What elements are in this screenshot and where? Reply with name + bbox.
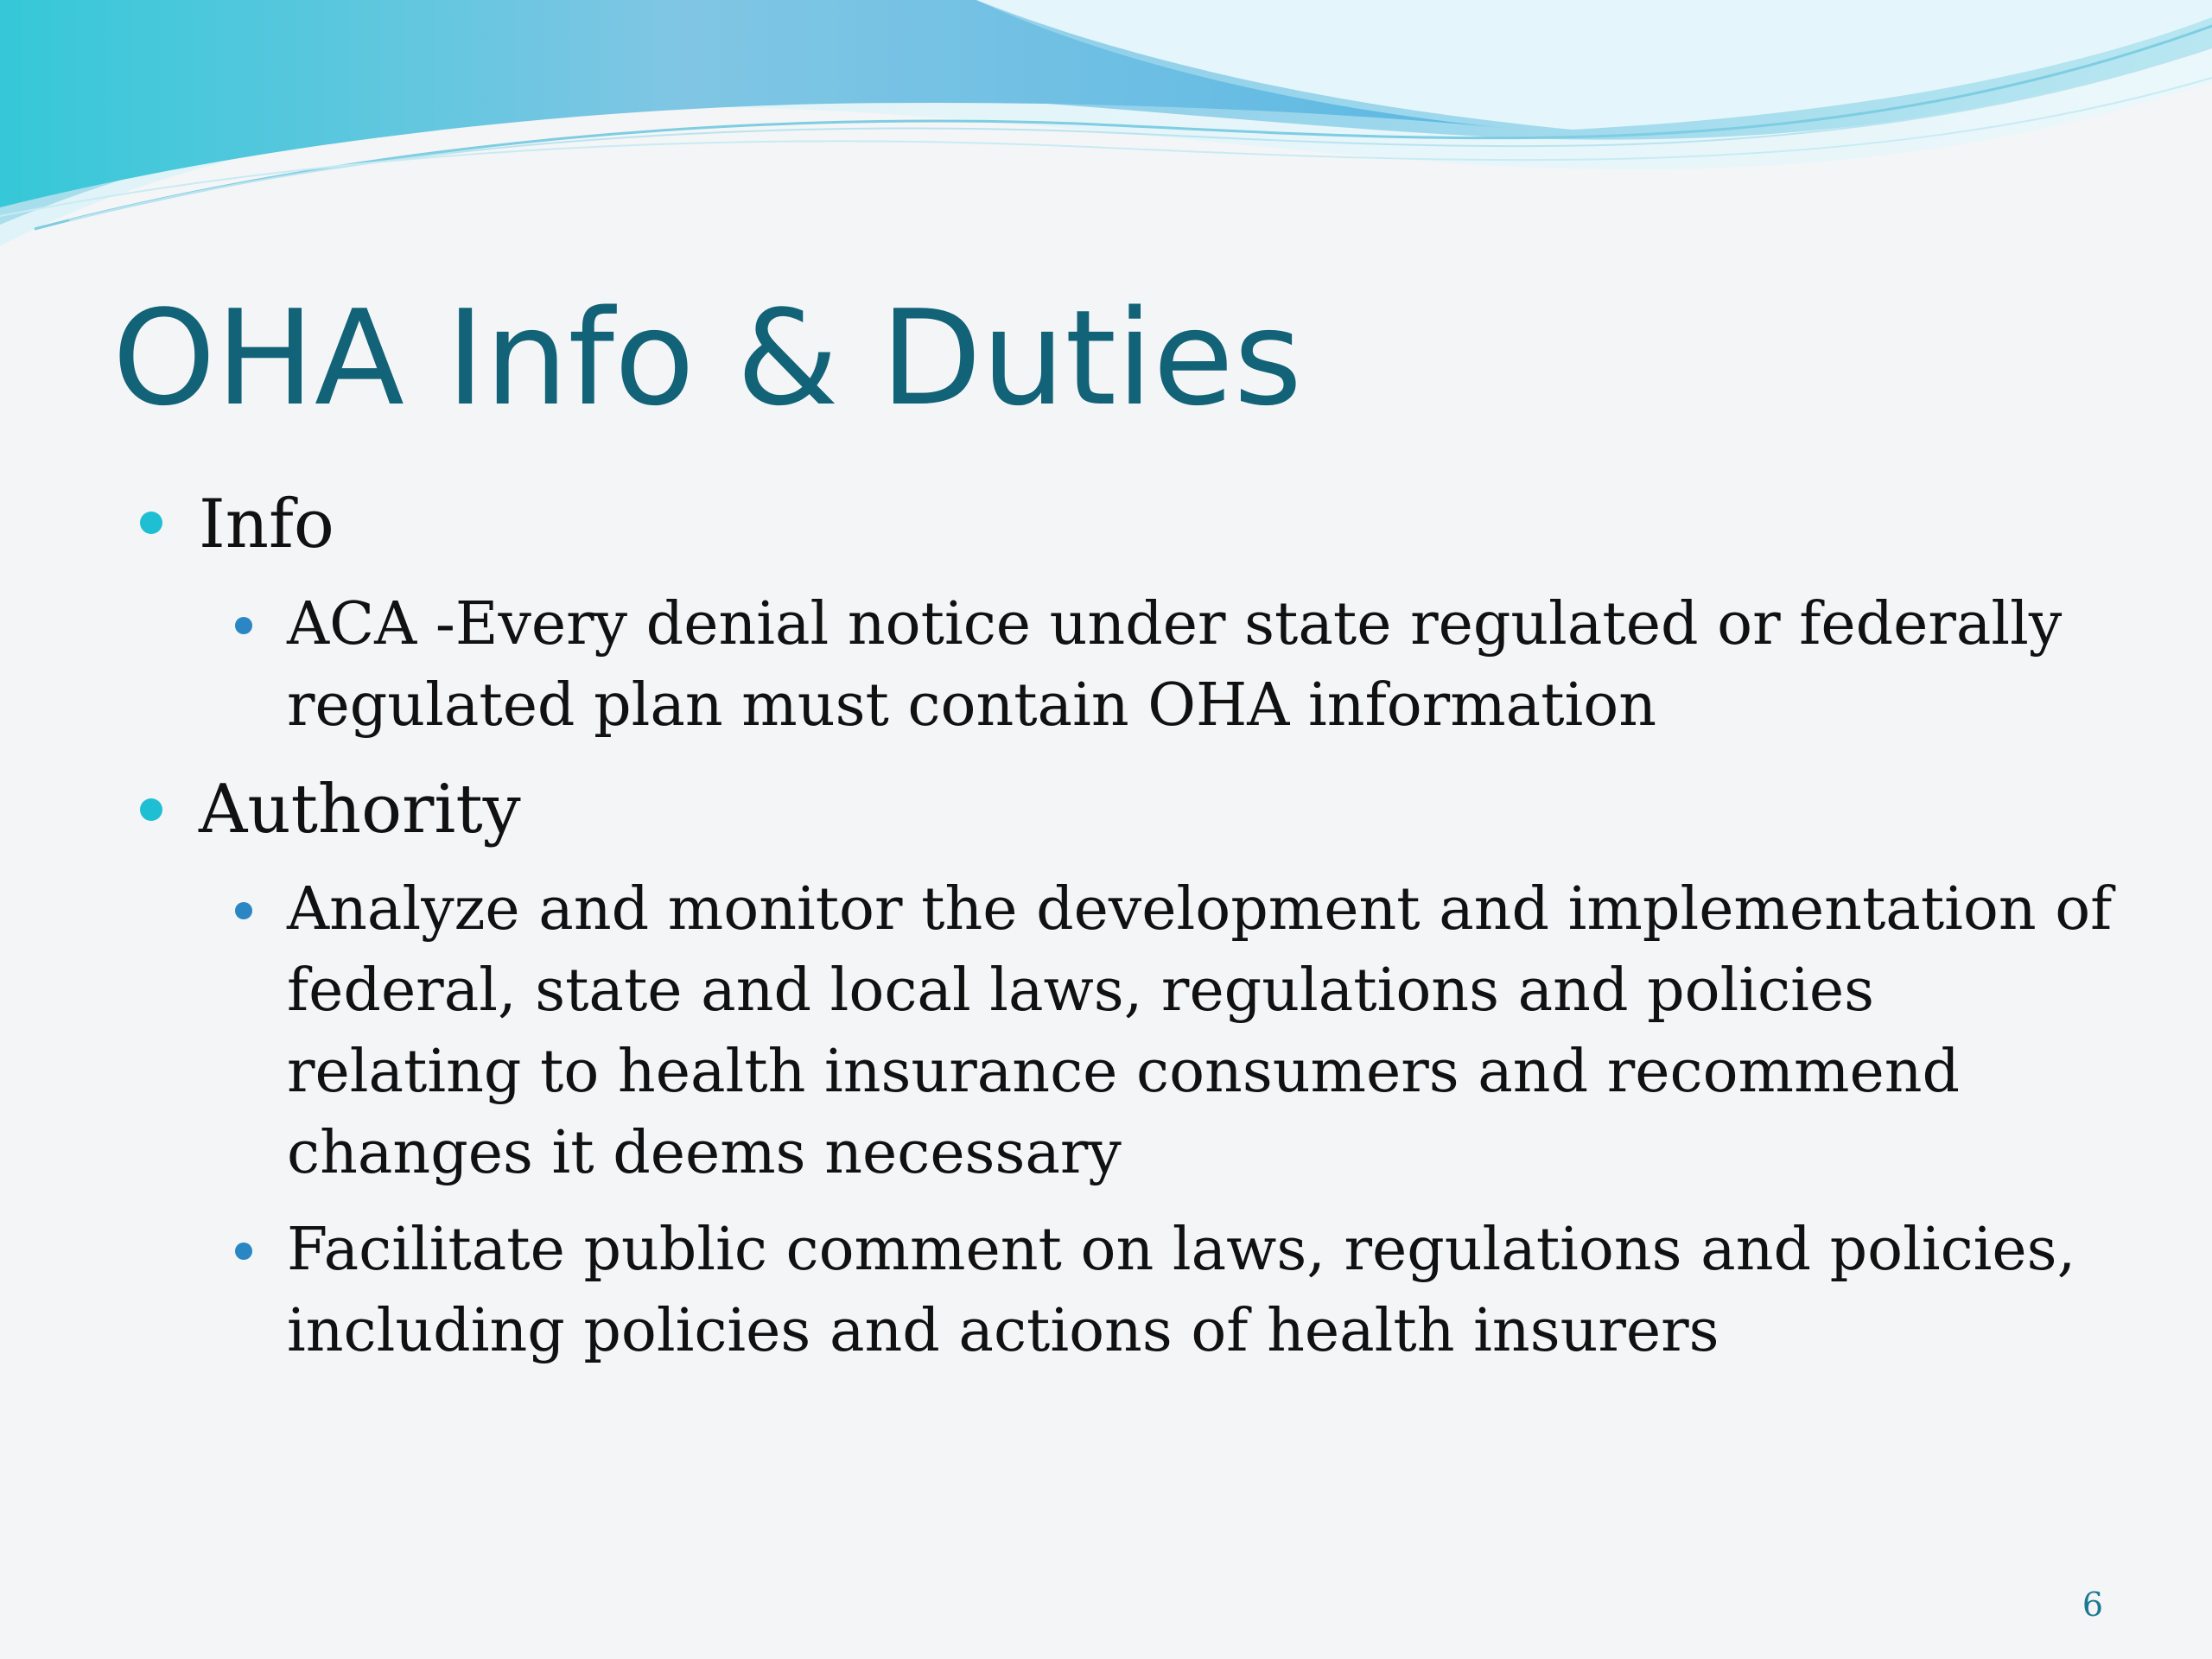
sub-bullet-facilitate: Facilitate public comment on laws, regulations and policies, including policies and actions of health insurers [287,1216,2076,1365]
bullet-authority: Authority [199,771,521,849]
bullet-info: Info [199,486,334,563]
slide-title: OHA Info & Duties [112,282,1302,435]
sub-bullet-dot-icon [235,1243,252,1260]
sub-bullet-dot-icon [235,617,252,634]
sub-bullet-dot-icon [235,902,252,919]
sub-bullet-aca: ACA -Every denial notice under state regulated or federally regulated plan must contain OHA information [287,590,2063,740]
page-number: 6 [2082,1586,2103,1624]
sub-bullet-analyze: Analyze and monitor the development and implementation of federal, state and local laws, regulations and policies relating to health insurance consumers and recommend changes it deems necessary [287,875,2113,1187]
bullet-dot-icon [140,512,162,534]
bullet-dot-icon [140,798,162,821]
